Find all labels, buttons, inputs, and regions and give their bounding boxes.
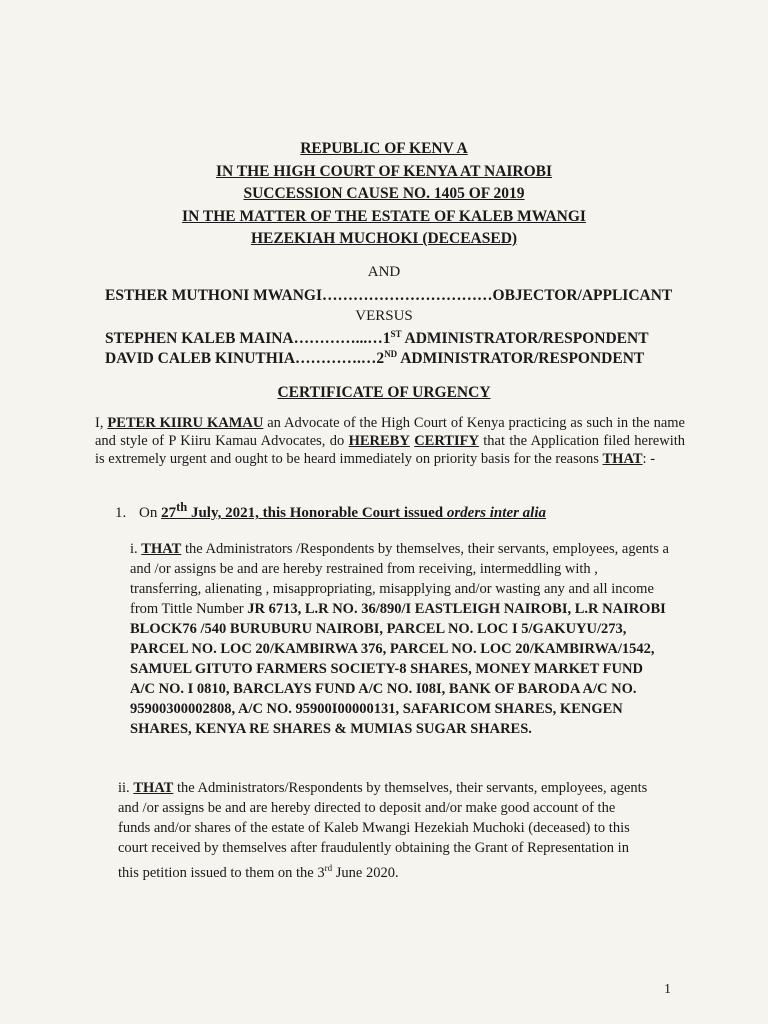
second-administrator-party: [105, 349, 644, 368]
party-name: DAVID CALEB KINUTHIA………….…2: [105, 350, 385, 368]
heading-line: REPUBLIC OF KENV A: [300, 140, 468, 157]
intro-text: : -: [642, 451, 656, 467]
orders-inter-alia: orders inter alia: [446, 505, 547, 521]
sub-item-i: [130, 539, 670, 739]
advocate-name: PETER KIIRU KAMAU: [107, 415, 264, 431]
sub-item-text: the Administrators /Respondents by themselves, their servants, employees, agents a and /or assigns be and are hereby restrained from receiving, intermeddling with , transferring, alienating , misappropriating, misapplying and/or wasting any and all income from Tittle Number: [130, 541, 669, 617]
that-keyword: THAT: [133, 780, 174, 796]
item-1: [115, 500, 546, 522]
date-suffix: th: [176, 500, 188, 514]
that-keyword: THAT: [141, 541, 182, 557]
item-text: On: [139, 505, 162, 521]
and-label: AND: [367, 264, 401, 280]
intro-text: that the Application filed herewith is extremely urgent and ought to be heard immediately on priority basis for the reasons: [95, 433, 686, 467]
heading-line: HEZEKIAH MUCHOKI (DECEASED): [250, 230, 518, 247]
roman-numeral: i.: [130, 541, 138, 557]
intro-paragraph: [95, 414, 685, 468]
order-date: [161, 500, 447, 521]
heading-line: IN THE HIGH COURT OF KENYA AT NAIROBI: [215, 162, 553, 180]
page-number: 1: [664, 982, 671, 997]
certificate-title: CERTIFICATE OF URGENCY: [277, 384, 491, 401]
sub-item-ii: [118, 778, 650, 883]
hereby-keyword: HEREBY: [348, 433, 410, 449]
roman-numeral: ii.: [118, 780, 130, 796]
sub-item-text: June 2020.: [332, 864, 399, 881]
case-heading: [0, 138, 768, 251]
heading-line: SUCCESSION CAUSE NO. 1405 OF 2019: [243, 185, 525, 202]
party-role: ADMINISTRATOR/RESPONDENT: [401, 330, 649, 348]
date-day: 27: [161, 505, 177, 521]
ordinal-suffix: ST: [390, 329, 402, 339]
first-administrator-party: [105, 329, 649, 348]
sub-item-text: the Administrators/Respondents by themselves, their servants, employees, agents and /or assigns be and are hereby directed to deposit and/or make good account of the funds and/or shares of the estate of Kaleb Mwangi Hezekiah Muchoki (deceased) to this court received by themselves after fraudulently obtaining the Grant of Representation in this petition issued to them on the 3: [118, 780, 648, 881]
that-keyword: THAT: [602, 451, 643, 467]
intro-text: I,: [95, 415, 108, 431]
certify-keyword: CERTIFY: [414, 433, 479, 449]
ordinal-suffix: rd: [324, 863, 333, 873]
property-list: JR 6713, L.R NO. 36/890/I EASTLEIGH NAIROBI, L.R NAIROBI BLOCK76 /540 BURUBURU NAIROBI, PARCEL NO. LOC I 5/GAKUYU/273, PARCEL NO. LOC 20/KAMBIRWA 376, PARCEL NO. LOC 20/KAMBIRWA/1542, SAMUEL GITUTO FARMERS SOCIETY-8 SHARES, MONEY MARKET FUND A/C NO. I 0810, BARCLAYS FUND A/C NO. I08I, BANK OF BARODA A/C NO. 95900300002808, A/C NO. 95900I00000131, SAFARICOM SHARES, KENGEN SHARES, KENYA RE SHARES & MUMIAS SUGAR SHARES.: [130, 601, 666, 737]
party-role: ADMINISTRATOR/RESPONDENT: [397, 350, 645, 368]
intro-text: an Advocate of the High Court of Kenya practicing as such in the name and style of P Kiiru Kamau Advocates, do: [95, 415, 685, 449]
objector-party: ESTHER MUTHONI MWANGI……………………………OBJECTOR/APPLICANT: [105, 287, 673, 304]
versus-label: VERSUS: [355, 308, 413, 324]
heading-line: IN THE MATTER OF THE ESTATE OF KALEB MWANGI: [182, 207, 586, 225]
date-rest: July, 2021, this Honorable Court issued: [187, 505, 447, 521]
party-name: STEPHEN KALEB MAINA…………...…1: [105, 330, 391, 348]
ordinal-suffix: ND: [384, 349, 398, 359]
item-number: 1.: [115, 505, 127, 521]
